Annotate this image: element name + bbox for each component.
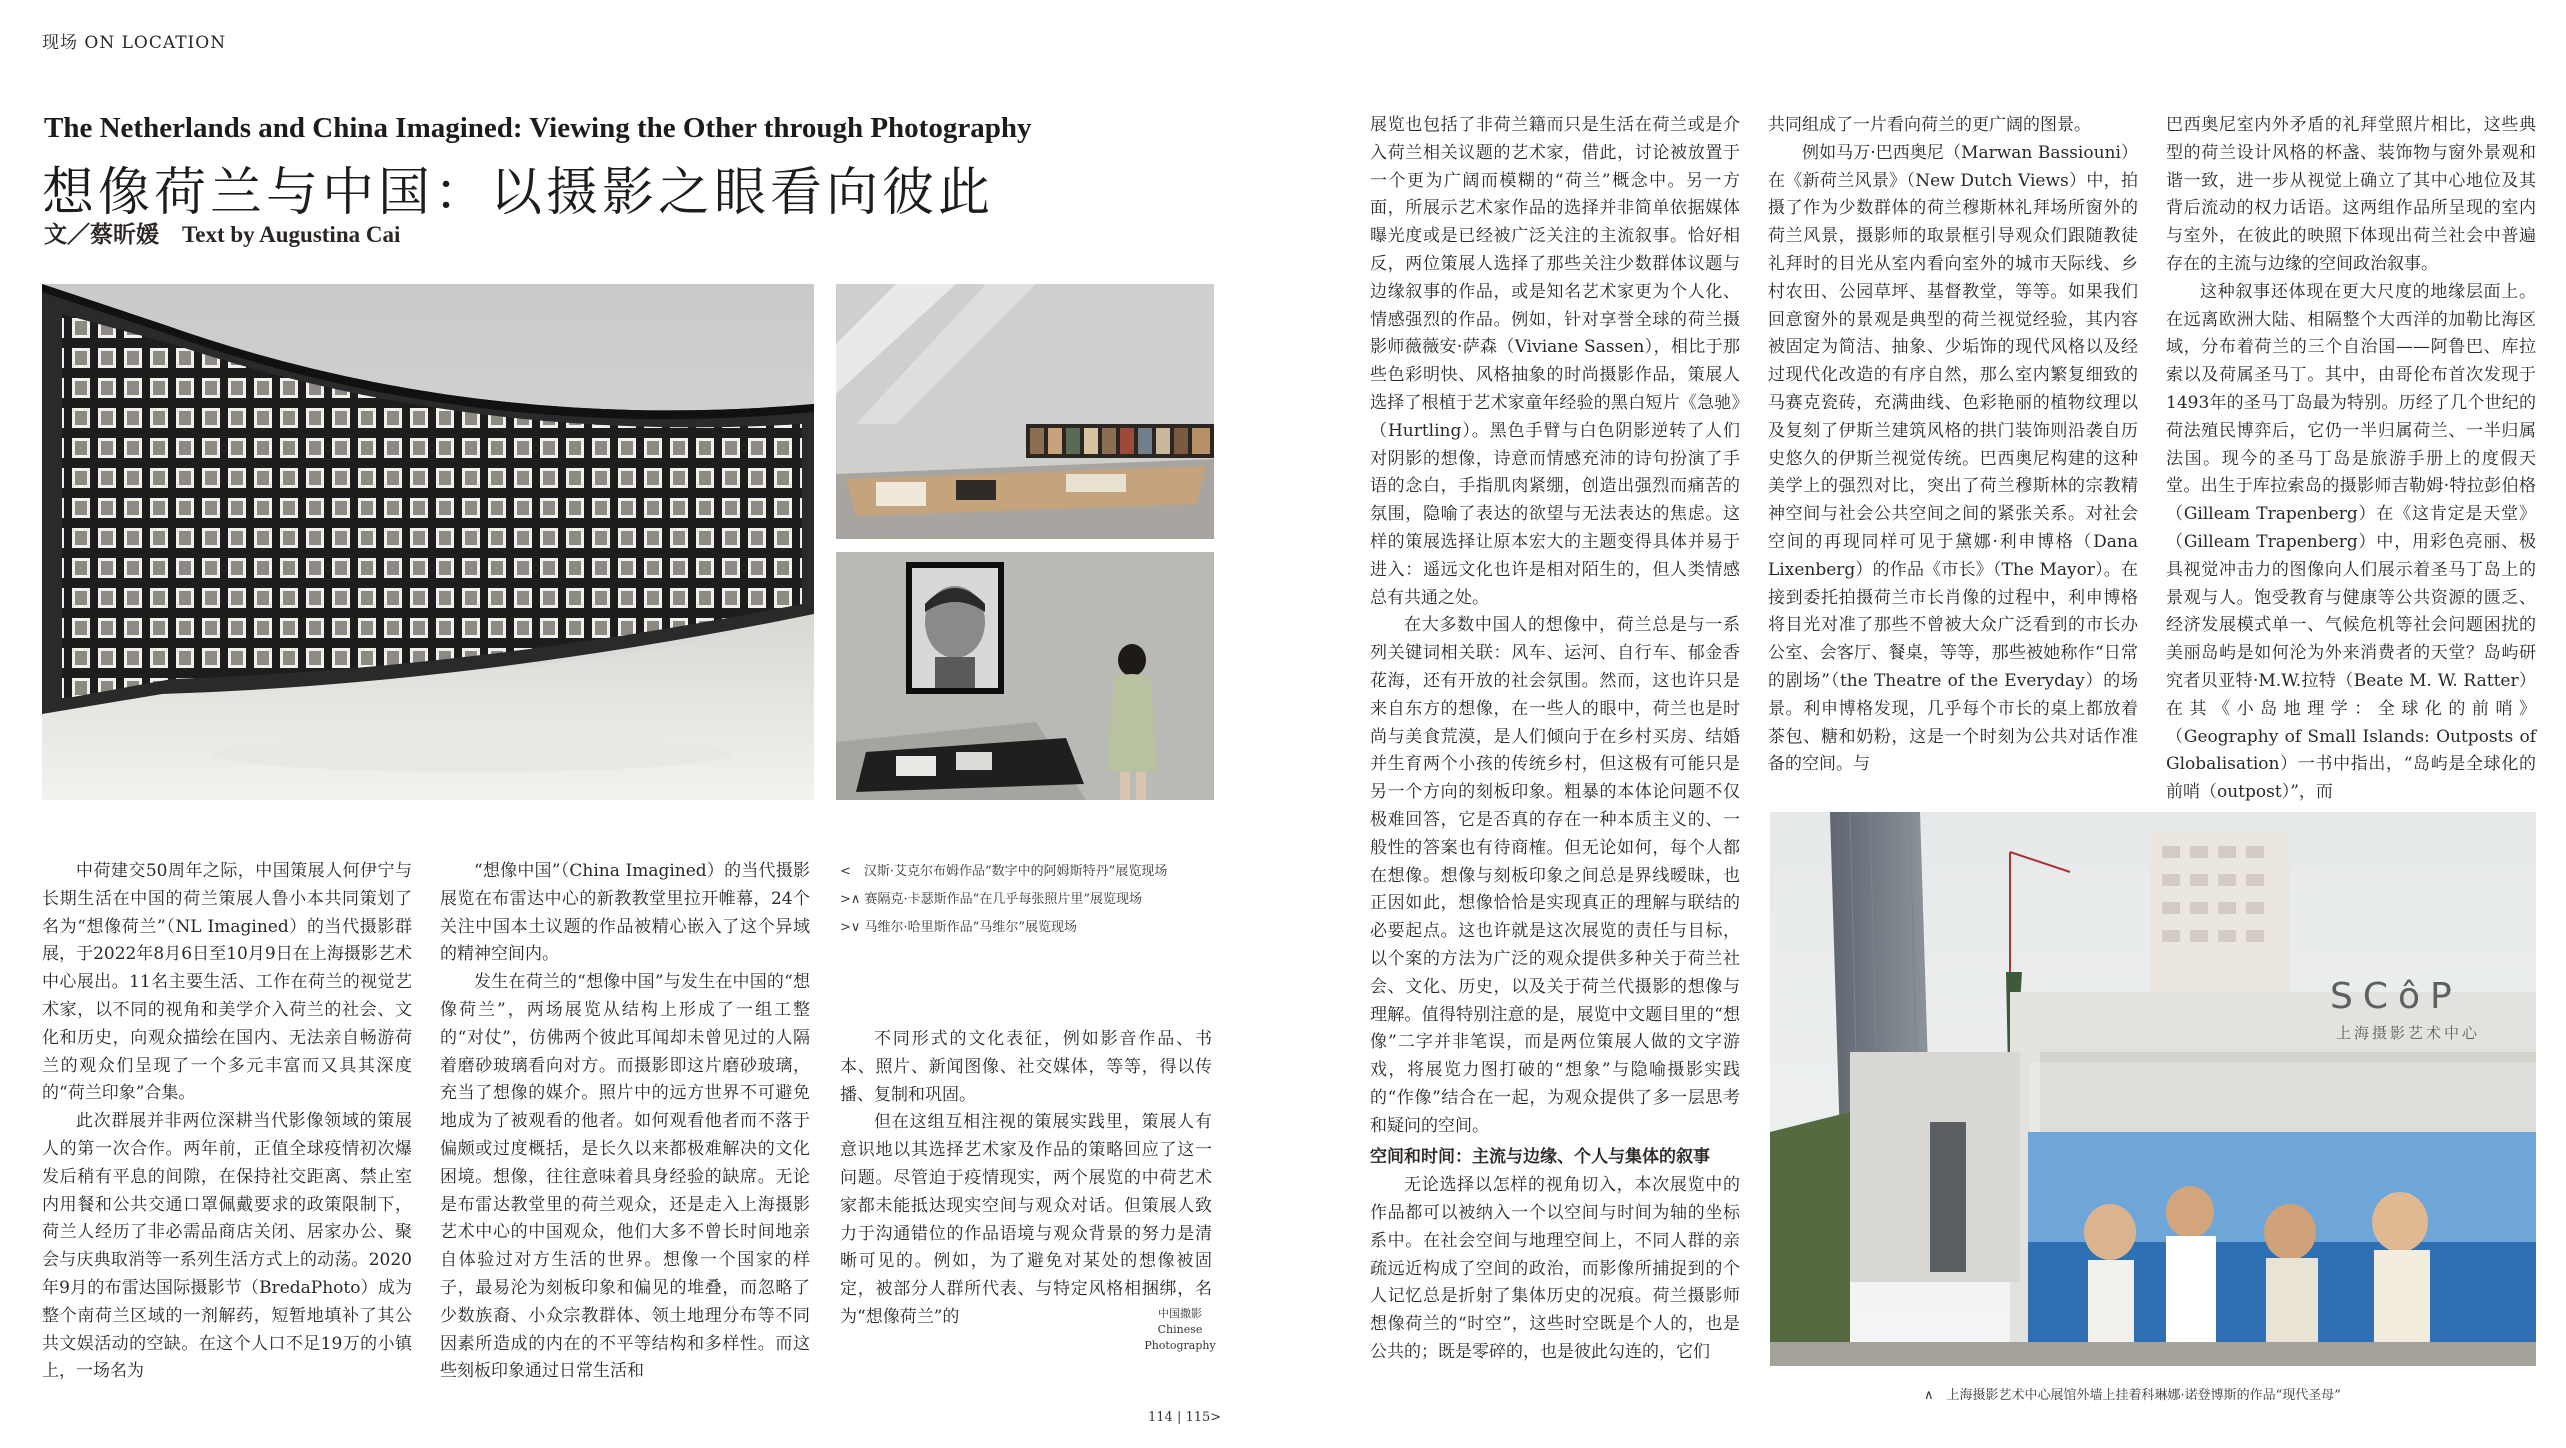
image-caption: >∨ 马维尔·哈里斯作品“马维尔”展览现场 bbox=[840, 920, 1077, 935]
article-column-5 bbox=[1768, 112, 2138, 779]
scop-logo: SCôP bbox=[2330, 976, 2462, 1017]
article-column-1 bbox=[42, 858, 412, 1386]
paragraph: 例如马万·巴西奥尼（Marwan Bassiouni）在《新荷兰风景》（New Dutch Views）中，拍摄了作为少数群体的荷兰穆斯林礼拜场所窗外的荷兰风景，摄影师的取景框引导观众们跟随教徒礼拜时的目光从室内看向室外的城市天际线、乡村农田、公园草坪、基督教堂，等等。如果我们回意窗外的景观是典型的荷兰视觉经验，其内容被固定为简洁、抽象、少垢饰的现代风格以及经过现代化改造的有序自然，那么室内繁复细致的马赛克瓷砖，充满曲线、色彩艳丽的植物纹理以及复刻了伊斯兰建筑风格的拱门装饰则沿袭自历史悠久的伊斯兰视觉传统。巴西奥尼构建的这种美学上的强烈对比，突出了荷兰穆斯林的宗教精神空间与社会公共空间之间的紧张关系。对社会空间的再现同样可见于黛娜·利申博格（Dana Lixenberg）的作品《市长》（The Mayor）。在接到委托拍摄荷兰市长肖像的过程中，利申博格将目光对准了那些不曾被大众广泛看到的市长办公室、会客厅、餐桌，等等，那些被她称作“日常的剧场”（the Theatre of the Everyday）的场景。利申博格发现，几乎每个市长的桌上都放着茶包、糖和奶粉，这是一个时刻为公共对话作准备的空间。与 bbox=[1768, 142, 2138, 775]
article-column-4 bbox=[1370, 112, 1740, 1367]
publication-side-note: 中国撒影 Chinese Photography bbox=[1144, 1307, 1216, 1352]
paragraph: 在大多数中国人的想像中，荷兰总是与一系列关键词相关联：风车、运河、自行车、郁金香花海，还有开放的社会氛围。然而，这也许只是来自东方的想像，在一些人的眼中，荷兰也是时尚与美食荒漠，是人们倾向于在乡村买房、结婚并生育两个小孩的传统乡村，但这极有可能只是另一个方向的刻板印象。粗暴的本体论问题不仅极难回答，它是否真的存在一种本质主义的、一般性的答案也有待商榷。但无论如何，每个人都在想像。想像与刻板印象之间总是界线暧昧，也正因如此，想像恰恰是实现真正的理解与联结的必要起点。这也许就是这次展览的责任与目标，以个案的方法为广泛的观众提供多种关于荷兰社会、文化、历史，以及关于荷兰代摄影的想像与理解。值得特别注意的是，展览中文题目里的“想像”二字并非笔误，而是两位策展人做的文字游戏，将展览力图打破的“想象”与隐喻摄影实践的“作像”结合在一起，为观众提供了多一层思考和疑问的空间。 bbox=[1370, 615, 1740, 1136]
section-heading: 空间和时间：主流与边缘、个人与集体的叙事 bbox=[1370, 1147, 1710, 1168]
image-captions bbox=[840, 858, 1220, 942]
page-numbers: 114 | 115> bbox=[1148, 1410, 1222, 1425]
scop-name-cn: 上海摄影艺术中心 bbox=[2336, 1024, 2481, 1042]
paragraph: 但在这组互相注视的策展实践里，策展人有意识地以其选择艺术家及作品的策略回应了这一问题。尽管迫于疫情现实，两个展览的中荷艺术家都未能抵达现实空间与观众对话。但策展人致力于沟通错位的作品语境与观众背景的努力是清晰可见的。例如，为了避免对某处的想像被固定，被部分人群所代表、与特定风格相捆绑，名为“想像荷兰”的 bbox=[840, 1112, 1212, 1327]
scop-building-photo bbox=[1770, 812, 2536, 1366]
gallery-curved-wall-photo bbox=[42, 284, 814, 800]
paragraph: 发生在荷兰的“想像中国”与发生在中国的“想像荷兰”，两场展览从结构上形成了一组工整的“对仗”，仿佛两个彼此耳闻却未曾见过的人隔着磨砂玻璃看向对方。而摄影即这片磨砂玻璃，充当了想像的媒介。照片中的远方世界不可避免地成为了被观看的他者。如何观看他者而不落于偏颇或过度概括，是长久以来都极难解决的文化困境。想像，往往意味着具身经验的缺席。无论是布雷达教堂里的荷兰观众，还是走入上海摄影艺术中心的中国观众，他们大多不曾长时间地亲自体验过对方生活的世界。想像一个国家的样子，最易沦为刻板印象和偏见的堆叠，而忽略了少数族裔、小众宗教群体、领土地理分布等不同因素所造成的内在的不平等结构和多样性。而这些刻板印象通过日常生活和 bbox=[440, 972, 810, 1382]
article-title-cn: 想像荷兰与中国：以摄影之眼看向彼此 bbox=[42, 163, 995, 223]
paragraph: 这种叙事还体现在更大尺度的地缘层面上。在远离欧洲大陆、相隔整个大西洋的加勒比海区域，分布着荷兰的三个自治国——阿鲁巴、库拉索以及荷属圣马丁。其中，由哥伦布首次发现于1493年的圣马丁岛最为特别。历经了几个世纪的荷法殖民博弈后，它仍一半归属荷兰、一半归属法国。现今的圣马丁岛是旅游手册上的度假天堂。出生于库拉索岛的摄影师吉勒姆·特拉彭伯格（Gilleam Trapenberg）在《这肯定是天堂》（Gilleam Trapenberg）中，用彩色亮丽、极具视觉冲击力的图像向人们展示着圣马丁岛上的景观与人。饱受教育与健康等公共资源的匮乏、经济发展模式单一、气候危机等社会问题困扰的美丽岛屿是如何沦为外来消费者的天堂？岛屿研究者贝亚特·M.W.拉特（Beate M. W. Ratter）在其《小岛地理学：全球化的前哨》（Geography of Small Islands: Outposts of Globalisation）一书中指出，“岛屿是全球化的前哨（outpost）”，而 bbox=[2166, 281, 2536, 803]
paragraph: 巴西奥尼室内外矛盾的礼拜堂照片相比，这些典型的荷兰设计风格的杯盏、装饰物与窗外景观和谐一致，进一步从视觉上确立了其中心地位及其背后流动的权力话语。这两组作品所呈现的室内与室外，在彼此的映照下体现出荷兰社会中普遍存在的主流与边缘的空间政治叙事。 bbox=[2166, 115, 2536, 274]
paragraph: 共同组成了一片看向荷兰的更广阔的图景。 bbox=[1768, 115, 2091, 135]
paragraph: “想像中国”（China Imagined）的当代摄影展览在布雷达中心的新教教堂里拉开帷幕，24个关注中国本土议题的作品被精心嵌入了这个异域的精神空间内。 bbox=[440, 861, 810, 965]
article-column-2 bbox=[440, 858, 810, 1386]
section-label: 现场 ON LOCATION bbox=[42, 33, 227, 53]
paragraph: 此次群展并非两位深耕当代影像领域的策展人的第一次合作。两年前，正值全球疫情初次爆发后稍有平息的间隙，在保持社交距离、禁止室内用餐和公共交通口罩佩戴要求的政策限制下，荷兰人经历了非必需品商店关闭、居家办公、聚会与庆典取消等一系列生活方式上的动荡。2020年9月的布雷达国际摄影节（BredaPhoto）成为整个南荷兰区域的一剂解药，短暂地填补了其公共文娱活动的空缺。在这个人口不足19万的小镇上，一场名为 bbox=[42, 1111, 412, 1382]
paragraph: 展览也包括了非荷兰籍而只是生活在荷兰或是介入荷兰相关议题的艺术家，借此，讨论被放置于一个更为广阔而模糊的“荷兰”概念中。另一方面，所展示艺术家作品的选择并非简单依据媒体曝光度或是已经被广泛关注的主流叙事。恰好相反，两位策展人选择了那些关注少数群体议题与边缘叙事的作品，或是知名艺术家更为个人化、情感强烈的作品。例如，针对享誉全球的荷兰摄影师薇薇安·萨森（Viviane Sassen），相比于那些色彩明快、风格抽象的时尚摄影作品，策展人选择了根植于艺术家童年经验的黑白短片《急驰》（Hurtling）。黑色手臂与白色阴影逆转了人们对阴影的想像，诗意而情感充沛的诗句扮演了手语的念白，手指肌肉紧绷，创造出强烈而痛苦的氛围，隐喻了表达的欲望与无法表达的焦虑。这样的策展选择让原本宏大的主题变得具体并易于进入：遥远文化也许是相对陌生的，但人类情感总有共通之处。 bbox=[1370, 115, 1740, 608]
photo-caption: ∧ 上海摄影艺术中心展馆外墙上挂着科琳娜·诺登博斯的作品“现代圣母” bbox=[1924, 1388, 2341, 1403]
paragraph: 无论选择以怎样的视角切入，本次展览中的作品都可以被纳入一个以空间与时间为轴的坐标系中。在社会空间与地理空间上，不同人群的亲疏远近构成了空间的政治，而影像所捕捉到的个人记忆总是折射了集体历史的况痕。荷兰摄影师想像荷兰的“时空”，这些时空既是个人的，也是公共的；既是零碎的，也是彼此勾连的，它们 bbox=[1370, 1175, 1740, 1363]
article-column-3 bbox=[840, 1026, 1212, 1332]
paragraph: 中荷建交50周年之际，中国策展人何伊宁与长期生活在中国的荷兰策展人鲁小本共同策划了名为“想像荷兰”（NL Imagined）的当代摄影群展，于2022年8月6日至10月9日在上海摄影艺术中心展出。11名主要生活、工作在荷兰的视觉艺术家，以不同的视角和美学介入荷兰的社会、文化和历史，向观众描绘在国内、无法亲自畅游荷兰的观众们呈现了一个多元丰富而又具其深度的“荷兰印象”合集。 bbox=[42, 861, 412, 1104]
paragraph: 不同形式的文化表征，例如影音作品、书本、照片、新闻图像、社交媒体，等等，得以传播、复制和巩固。 bbox=[840, 1029, 1212, 1105]
article-column-6 bbox=[2166, 112, 2536, 807]
gallery-table-photo bbox=[836, 284, 1214, 539]
image-caption: >∧ 赛隔克·卡瑟斯作品“在几乎每张照片里”展览现场 bbox=[840, 892, 1142, 907]
article-title-en: The Netherlands and China Imagined: Viewing the Other through Photography bbox=[44, 112, 1032, 144]
image-caption: < 汉斯·艾克尔布姆作品“数字中的阿姆斯特丹”展览现场 bbox=[840, 864, 1168, 879]
byline: 文／蔡昕媛 Text by Augustina Cai bbox=[44, 222, 401, 247]
gallery-portrait-photo bbox=[836, 552, 1214, 800]
